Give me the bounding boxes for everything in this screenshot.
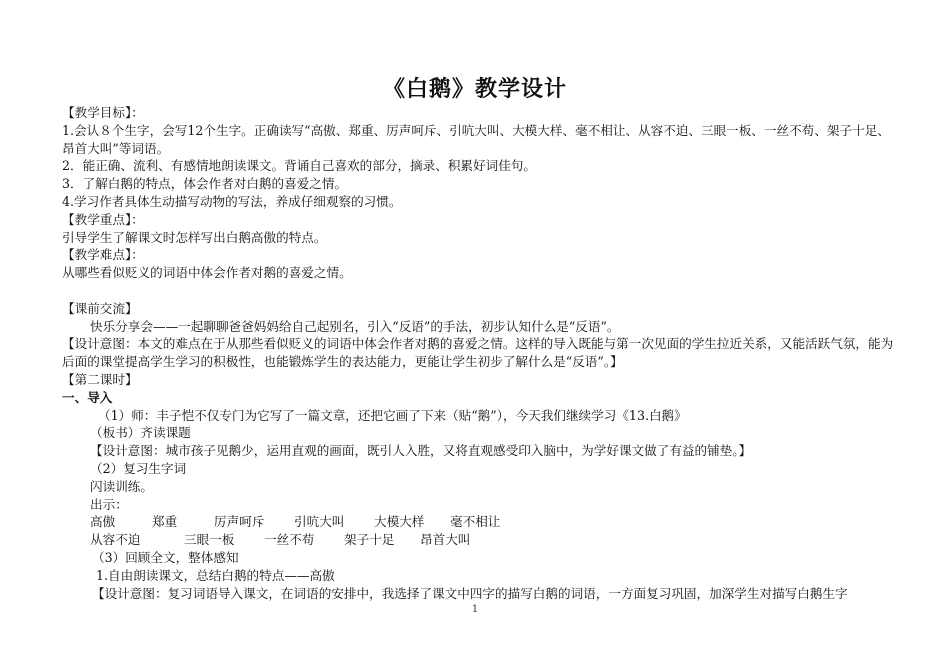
- word-item: 高傲: [90, 514, 116, 530]
- key-text: 引导学生了解课文时怎样写出白鹅高傲的特点。: [62, 229, 327, 245]
- word-item: 大模大样: [374, 514, 425, 530]
- preclass-design-note: 【设计意图：本文的难点在于从那些看似贬义的词语中体会作者对鹅的喜爱之情。这样的导入既能与第一次见面的学生拉近关系，又能活跃气氛，能为后面的课堂提高学生学习的积极性，也能锻炼学生的表达能力，更能让学生初步了解什么是“反语”。】: [62, 336, 894, 370]
- page-title: 《白鹅》教学设计: [382, 77, 567, 102]
- page-number: 1: [471, 604, 479, 615]
- second-class-heading: 【第二课时】: [62, 371, 138, 387]
- word-item: 从容不迫: [90, 532, 141, 548]
- part-one-heading: 一、导入: [62, 389, 113, 405]
- word-row-1: [62, 513, 902, 531]
- word-item: 架子十足: [344, 532, 395, 548]
- document-body: [62, 104, 902, 602]
- goal-item-1: 1.会认８个生字，会写12个生字。正确读写“高傲、郑重、厉声呵斥、引吭大叫、大模大样、毫不相让、从容不迫、三眼一板、一丝不苟、架子十足、昂首大叫”等词语。: [62, 122, 890, 156]
- word-item: 昂首大叫: [420, 532, 471, 548]
- overall-heading: （3）回顾全文，整体感知: [92, 549, 239, 565]
- overall-item: 1.自由朗读课文，总结白鹅的特点——高傲: [96, 567, 335, 583]
- intro-board-text: （板书）齐读课题: [90, 425, 191, 441]
- final-design-note: 【设计意图：复习词语导入课文，在词语的安排中，我选择了课文中四字的描写白鹅的词语，一方面复习巩固，加深学生对描写白鹅生字: [92, 585, 848, 601]
- goal-item-2: 2．能正确、流利、有感情地朗读课文。背诵自己喜欢的部分，摘录、积累好词佳句。: [62, 158, 536, 174]
- intro-item-1: （1）师：丰子恺不仅专门为它写了一篇文章，还把它画了下来（贴“鹅”），今天我们继续学习《13.白鹅》: [98, 407, 687, 423]
- word-item: 三眼一板: [184, 532, 235, 548]
- word-item: 郑重: [152, 514, 178, 530]
- word-item: 毫不相让: [450, 514, 501, 530]
- word-item: 引吭大叫: [294, 514, 345, 530]
- word-item: 一丝不苟: [264, 532, 315, 548]
- goal-item-3: 3．了解白鹅的特点，体会作者对白鹅的喜爱之情。: [62, 176, 348, 192]
- goal-item-4: 4.学习作者具体生动描写动物的写法，养成仔细观察的习惯。: [62, 193, 402, 209]
- goals-heading: 【教学目标】：: [62, 105, 144, 120]
- blank-line: [62, 282, 902, 300]
- show-label: 出示：: [90, 496, 128, 512]
- flash-reading-text: 闪读训练。: [90, 478, 153, 494]
- difficulty-text: 从哪些看似贬义的词语中体会作者对鹅的喜爱之情。: [62, 265, 352, 281]
- preclass-text: 快乐分享会——一起聊聊爸爸妈妈给自己起别名，引入“反语”的手法，初步认知什么是“反语”。: [90, 318, 620, 334]
- review-heading: （2）复习生字词: [90, 460, 187, 476]
- intro-design-note: 【设计意图：城市孩子见鹅少，运用直观的画面，既引人入胜，又将直观感受印入脑中，为学好课文做了有益的铺垫。】: [90, 443, 752, 459]
- word-row-2: [62, 531, 902, 549]
- difficulty-heading: 【教学难点】：: [62, 247, 144, 263]
- key-heading: 【教学重点】：: [62, 211, 144, 227]
- preclass-heading: 【课前交流】: [62, 300, 138, 316]
- word-item: 厉声呵斥: [214, 514, 265, 530]
